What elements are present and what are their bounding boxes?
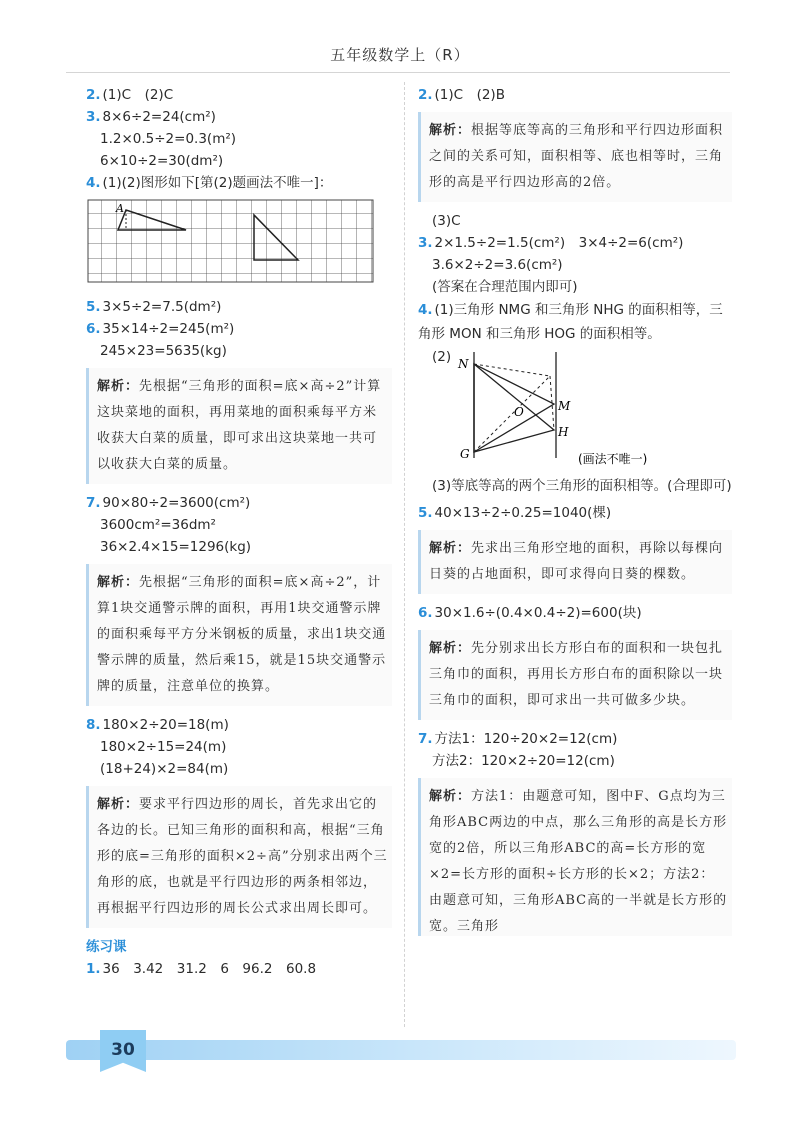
answer-r4-sub3: (3)等底等高的两个三角形的面积相等。(合理即可) — [432, 478, 732, 494]
analysis-label: 解析： — [97, 379, 140, 394]
answer-number: 3. — [86, 109, 101, 125]
point-n-label: N — [458, 357, 469, 371]
answer-text: 30×1.6÷(0.4×0.4÷2)=600(块) — [434, 605, 642, 621]
footer-bar — [66, 1040, 736, 1060]
answer-r3 — [418, 232, 732, 254]
answer-text: 35×14÷2=245(m²) — [102, 321, 235, 337]
answer-r4 — [418, 298, 732, 346]
answer-number: 6. — [86, 321, 101, 337]
answer-text: 90×80÷2=3600(cm²) — [102, 495, 251, 511]
answer-number: 2. — [86, 87, 101, 103]
answer-number: 8. — [86, 717, 101, 733]
answer-text: 2×1.5÷2=1.5(cm²) 3×4÷2=6(cm²) — [434, 235, 684, 251]
answer-3-line: 1.2×0.5÷2=0.3(m²) — [100, 131, 237, 147]
header-divider — [66, 72, 730, 73]
analysis-7 — [86, 564, 392, 706]
answer-number: 5. — [418, 505, 433, 521]
analysis-label: 解析： — [97, 575, 140, 590]
answer-number: 4. — [86, 175, 101, 191]
analysis-label: 解析： — [429, 641, 472, 656]
answer-r5 — [418, 502, 732, 524]
point-o-label: O — [514, 405, 524, 419]
answer-r2-sub3: (3)C — [432, 213, 461, 229]
answer-number: 7. — [418, 731, 433, 747]
grid-figure — [86, 198, 386, 290]
analysis-r2 — [418, 112, 732, 202]
figure-note: (画法不唯一) — [578, 452, 648, 466]
answer-8-line: 180×2÷15=24(m) — [100, 739, 227, 755]
analysis-text: 先根据“三角形的面积=底×高÷2”，计算1块交通警示牌的面积，再用1块交通警示牌的面积乘每平方分米钢板的质量，求出1块交通警示牌的质量，然后乘15，就是15块交通警示牌的质量，注意单位的换算。 — [97, 575, 387, 694]
answer-number: 2. — [418, 87, 433, 103]
answer-number: 1. — [86, 961, 101, 977]
answer-number: 4. — [418, 302, 433, 318]
answer-r3-line: (答案在合理范围内即可) — [432, 279, 578, 295]
answer-7-line: 3600cm²=36dm² — [100, 517, 216, 533]
analysis-label: 解析： — [429, 123, 472, 138]
analysis-r6 — [418, 630, 732, 720]
answer-r7 — [418, 728, 732, 750]
answer-3 — [86, 106, 392, 128]
answer-6 — [86, 318, 392, 340]
analysis-label: 解析： — [429, 541, 472, 556]
geometry-figure — [418, 348, 718, 466]
answer-r2 — [418, 84, 732, 106]
answer-text: 方法1：120÷20×2=12(cm) — [434, 731, 618, 747]
page-header: 五年级数学上（R） — [330, 46, 470, 64]
answer-number: 3. — [418, 235, 433, 251]
left-column — [86, 84, 392, 980]
analysis-text: 先根据“三角形的面积=底×高÷2”计算这块菜地的面积，再用菜地的面积乘每平方米收获大白菜的质量，即可求出这块菜地一共可以收获大白菜的质量。 — [97, 379, 382, 472]
answer-text: 180×2÷20=18(m) — [102, 717, 229, 733]
answer-number: 6. — [418, 605, 433, 621]
point-h-label: H — [558, 425, 569, 439]
analysis-text: 先求出三角形空地的面积，再除以每棵向日葵的占地面积，即可求得向日葵的棵数。 — [429, 541, 724, 582]
point-g-label: G — [460, 447, 470, 461]
practice-title: 练习课 — [86, 939, 127, 955]
answer-text: (1)C (2)B — [434, 87, 505, 103]
analysis-text: 要求平行四边形的周长，首先求出它的各边的长。已知三角形的面积和高，根据“三角形的底=三角形的面积×2÷高”分别求出两个三角形的底，也就是平行四边形的两条相邻边，再根据平行四边形的周长公式求出周长即可。 — [97, 797, 388, 916]
answer-7-line: 36×2.4×15=1296(kg) — [100, 539, 252, 555]
answer-r7-line: 方法2：120×2÷20=12(cm) — [432, 753, 615, 769]
point-a-label: A — [116, 202, 124, 215]
answer-number: 7. — [86, 495, 101, 511]
answer-r3-line: 3.6×2÷2=3.6(cm²) — [432, 257, 563, 273]
analysis-text: 方法1：由题意可知，图中F、G点均为三角形ABC两边的中点，那么三角形的高是长方形宽的2倍，所以三角形ABC的高=长方形的宽×2=长方形的面积÷长方形的长×2；方法2：由题意可知，三角形ABC高的一半就是长方形的宽。三角形 — [429, 789, 728, 934]
answer-2 — [86, 84, 392, 106]
analysis-r5 — [418, 530, 732, 594]
geometry-figure-wrap — [418, 357, 732, 486]
answer-3-line: 6×10÷2=30(dm²) — [100, 153, 224, 169]
answer-8-line: (18+24)×2=84(m) — [100, 761, 229, 777]
analysis-label: 解析： — [97, 797, 140, 812]
page-number: 30 — [111, 1040, 135, 1060]
answer-text: 3×5÷2=7.5(dm²) — [102, 299, 222, 315]
answer-6-line: 245×23=5635(kg) — [100, 343, 227, 359]
answer-text: 8×6÷2=24(cm²) — [102, 109, 216, 125]
answer-4 — [86, 172, 392, 194]
answer-text: (1)C (2)C — [102, 87, 174, 103]
right-column — [418, 84, 732, 944]
analysis-6 — [86, 368, 392, 484]
answer-text: (1)(2)图形如下[第(2)题画法不唯一]： — [102, 175, 333, 191]
analysis-label: 解析： — [429, 789, 472, 804]
answer-text: (1)三角形 NMG 和三角形 NHG 的面积相等，三角形 MON 和三角形 HOG 的面积相等。 — [418, 302, 723, 342]
analysis-8 — [86, 786, 392, 928]
answer-8 — [86, 714, 392, 736]
answer-r6 — [418, 602, 732, 624]
answer-7 — [86, 492, 392, 514]
answer-r4-sub2: (2) — [432, 349, 452, 365]
column-divider — [404, 82, 406, 1027]
answer-text: 40×13÷2÷0.25=1040(棵) — [434, 505, 612, 521]
answer-text: 36 3.42 31.2 6 96.2 60.8 — [102, 961, 317, 977]
answer-number: 5. — [86, 299, 101, 315]
analysis-text: 先分别求出长方形白布的面积和一块包扎三角巾的面积，再用长方形白布的面积除以一块三角巾的面积，即可求出一共可做多少块。 — [429, 641, 724, 708]
answer-5 — [86, 296, 392, 318]
point-m-label: M — [558, 399, 571, 413]
analysis-text: 根据等底等高的三角形和平行四边形面积之间的关系可知，面积相等、底也相等时，三角形的高是平行四边形高的2倍。 — [429, 123, 724, 190]
analysis-r7 — [418, 778, 732, 936]
practice-answer-1 — [86, 958, 392, 980]
